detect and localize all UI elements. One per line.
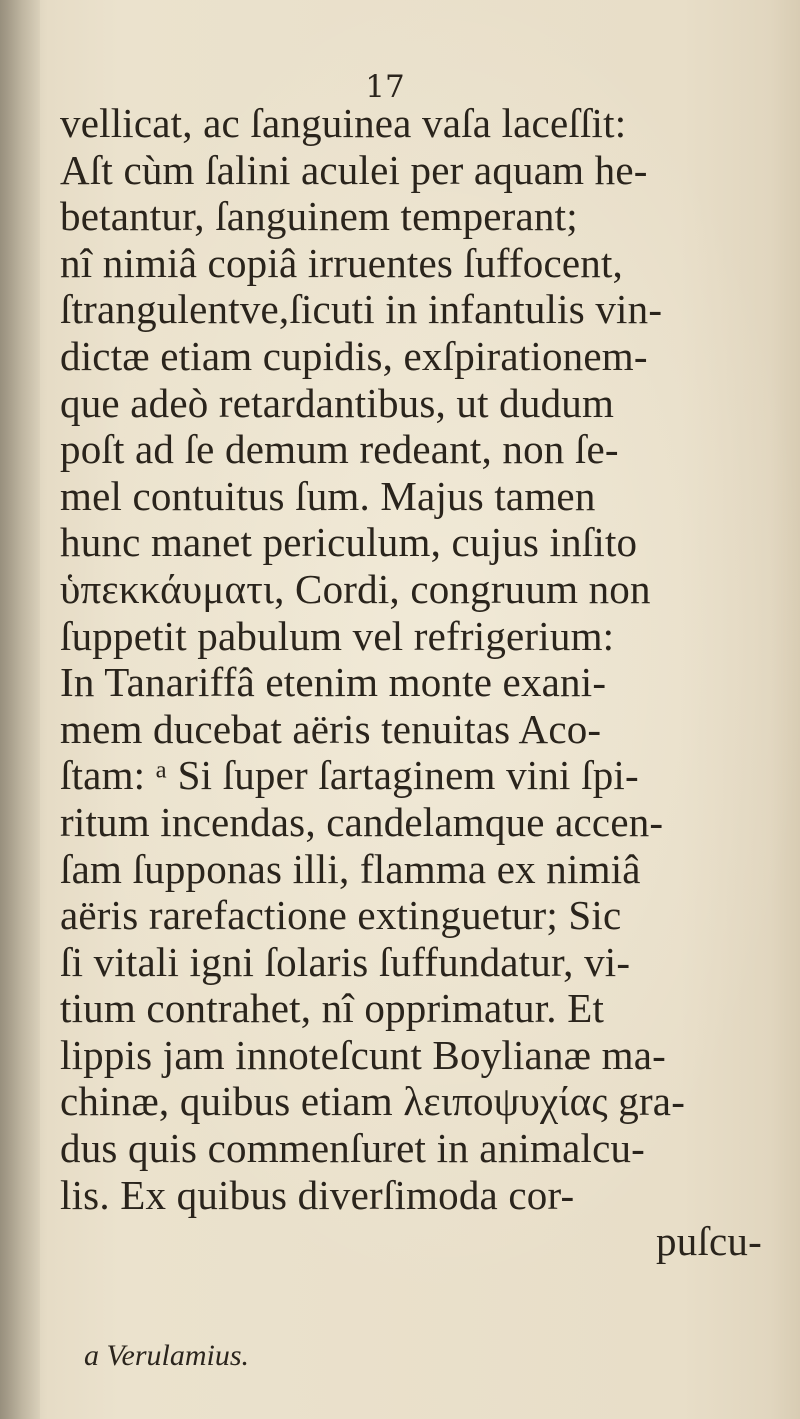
- text-line: Aſt cùm ſalini aculei per aquam he-: [60, 146, 648, 193]
- text-line: ſi vitali igni ſolaris ſuffundatur, vi-: [60, 938, 631, 985]
- text-line: tium contrahet, nî opprimatur. Et: [60, 985, 605, 1032]
- text-line: lis. Ex quibus diverſimoda cor-: [60, 1171, 575, 1218]
- text-line: poſt ad ſe demum redeant, non ſe-: [60, 426, 619, 473]
- text-line: ritum incendas, candelamque accen-: [60, 798, 664, 845]
- text-line: betantur, ſanguinem temperant;: [60, 193, 578, 240]
- text-line: dictæ etiam cupidis, exſpirationem-: [60, 332, 648, 379]
- text-line: dus quis commenſuret in animalcu-: [60, 1125, 646, 1172]
- page-number: 17: [365, 69, 405, 105]
- text-line: hunc manet periculum, cujus inſito: [60, 519, 638, 566]
- page-gutter-shadow: [0, 0, 40, 1419]
- text-line: chinæ, quibus etiam λειποψυχίας gra-: [60, 1078, 686, 1125]
- text-line: mem ducebat aëris tenuitas Aco-: [60, 705, 602, 752]
- text-line: vellicat, ac ſanguinea vaſa laceſſit:: [60, 100, 627, 146]
- text-line: In Tanariffâ etenim monte exani-: [60, 659, 607, 706]
- text-line: lippis jam innoteſcunt Boylianæ ma-: [60, 1031, 666, 1078]
- catchword: puſcu-: [656, 1218, 762, 1265]
- text-line: que adeò retardantibus, ut dudum: [60, 379, 615, 426]
- text-line: ſtrangulentve,ſicuti in infantulis vin-: [60, 286, 663, 333]
- text-line: ὑπεκκάυματι, Cordi, congruum non: [60, 565, 651, 612]
- text-line: nî nimiâ copiâ irruentes ſuffocent,: [60, 239, 623, 286]
- text-line: ſtam: ᵃ Si ſuper ſartaginem vini ſpi-: [60, 752, 639, 799]
- text-line: ſuppetit pabulum vel refrigerium:: [60, 612, 615, 659]
- text-line: aëris rarefactione extinguetur; Sic: [60, 892, 622, 939]
- body-text: [60, 100, 770, 1265]
- text-line: ſam ſupponas illi, flamma ex nimiâ: [60, 845, 641, 892]
- text-line: mel contuitus ſum. Majus tamen: [60, 472, 596, 519]
- footnote: a Verulamius.: [84, 1339, 249, 1372]
